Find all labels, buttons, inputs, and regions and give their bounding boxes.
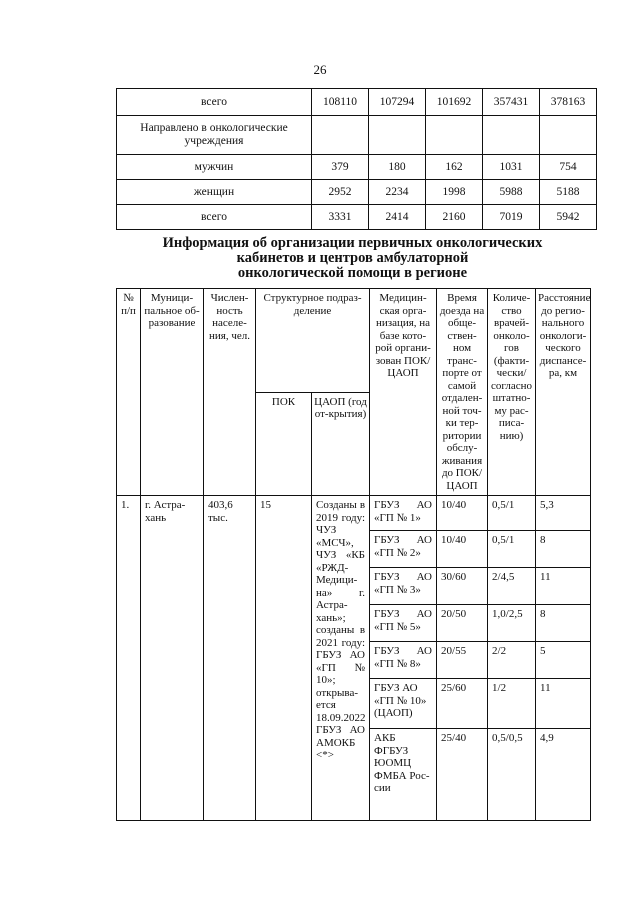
row-pok: 15 [256, 496, 312, 821]
doctors-cell: 1/2 [488, 679, 535, 729]
header-doctors: Количе-ство врачей-онколо-гов (факти-чески/ согласно штатно-му рас-писа-нию) [488, 289, 536, 496]
table-row [117, 155, 597, 180]
org-cell: ГБУЗ АО «ГП № 10» (ЦАОП) [370, 679, 436, 729]
distance-cell: 8 [536, 605, 590, 642]
header-structural: Структурное подраз-деление [256, 289, 370, 393]
table-row [117, 89, 597, 116]
cell-value: 5942 [540, 205, 597, 230]
travel-cell: 25/40 [441, 732, 467, 744]
cell-value: 5188 [540, 180, 597, 205]
travel-cell: 20/55 [437, 642, 487, 679]
cell-value: 378163 [540, 89, 597, 116]
doctors-cell: 2/2 [488, 642, 535, 679]
cell-value: 7019 [483, 205, 540, 230]
cell-value: 2160 [426, 205, 483, 230]
row-label: всего [117, 205, 312, 230]
doctors-cell: 1,0/2,5 [488, 605, 535, 642]
cell-value: 1031 [483, 155, 540, 180]
doctors-cell: 0,5/1 [488, 531, 535, 568]
header-row [117, 289, 591, 393]
distance-column [536, 496, 591, 821]
table-row [117, 496, 591, 821]
cell-value: 107294 [369, 89, 426, 116]
cell-value: 108110 [312, 89, 369, 116]
header-travel-time: Время доезда на обще-ствен-ном транс-порте от самой отдален-ной точ-ки тер-ритории обслу-живания до ПОК/ ЦАОП [437, 289, 488, 496]
row-caop: Созданы в 2019 году: ЧУЗ «МСЧ», ЧУЗ «КБ «РЖД-Медици-на» г. Астра-хань»; созданы в 2021 году: ГБУЗ АО «ГП № 10»; открыва-ется 18.09.2022 ГБУЗ АО АМОКБ <*> [312, 496, 370, 821]
travel-cell: 10/40 [437, 496, 487, 531]
header-distance: Расстояние до регио-нального онкологи-ческого диспансе-ра, км [536, 289, 591, 496]
heading-line: Информация об организации первичных онкологических [162, 235, 543, 251]
cell-value: 2234 [369, 180, 426, 205]
page-number: 26 [313, 62, 327, 77]
header-pok: ПОК [256, 392, 312, 496]
row-population: 403,6 тыс. [204, 496, 256, 821]
cell-value [483, 116, 540, 155]
row-label: женщин [117, 180, 312, 205]
header-caop: ЦАОП (год от-крытия) [312, 392, 370, 496]
cell-value: 180 [369, 155, 426, 180]
table-row [117, 116, 597, 155]
header-medorg: Медицин-ская орга-низация, на базе кото-рой органи-зован ПОК/ ЦАОП [370, 289, 437, 496]
cell-value [312, 116, 369, 155]
section-heading [100, 236, 605, 281]
oncology-centers-table [116, 288, 591, 821]
row-num: 1. [117, 496, 141, 821]
travel-cell: 30/60 [437, 568, 487, 605]
org-cell: ГБУЗ АО «ГП № 3» [370, 568, 436, 605]
heading-line: онкологической помощи в регионе [237, 265, 468, 281]
cell-value: 754 [540, 155, 597, 180]
row-label: Направлено в онкологические учреждения [117, 116, 312, 155]
org-cell: АКБ ФГБУЗ ЮОМЦ ФМБА Рос-сии [374, 732, 430, 794]
org-cell: ГБУЗ АО «ГП № 1» [370, 496, 436, 531]
cell-value [426, 116, 483, 155]
cell-value: 357431 [483, 89, 540, 116]
distance-cell: 11 [536, 568, 590, 605]
travel-cell: 20/50 [437, 605, 487, 642]
table-row [117, 180, 597, 205]
doctors-cell: 2/4,5 [488, 568, 535, 605]
cell-value: 5988 [483, 180, 540, 205]
doctors-cell: 0,5/1 [488, 496, 535, 531]
cell-value: 162 [426, 155, 483, 180]
distance-cell: 5 [536, 642, 590, 679]
org-cell: ГБУЗ АО «ГП № 5» [370, 605, 436, 642]
cell-value: 2414 [369, 205, 426, 230]
distance-cell: 8 [536, 531, 590, 568]
org-cell: ГБУЗ АО «ГП № 2» [370, 531, 436, 568]
header-municipality: Муници-пальное об-разование [141, 289, 204, 496]
cell-value: 379 [312, 155, 369, 180]
cell-value: 101692 [426, 89, 483, 116]
doctors-column [488, 496, 536, 821]
cell-value: 3331 [312, 205, 369, 230]
heading-line: кабинетов и центров амбулаторной [236, 250, 469, 266]
org-cell: ГБУЗ АО «ГП № 8» [370, 642, 436, 679]
doctors-cell: 0,5/0,5 [492, 732, 523, 744]
row-label: мужчин [117, 155, 312, 180]
statistics-table [116, 88, 597, 230]
cell-value [369, 116, 426, 155]
distance-cell: 4,9 [540, 732, 554, 744]
distance-cell: 11 [536, 679, 590, 729]
travel-column [437, 496, 488, 821]
row-municipality: г. Астра-хань [141, 496, 204, 821]
row-label: всего [117, 89, 312, 116]
travel-cell: 10/40 [437, 531, 487, 568]
travel-cell: 25/60 [437, 679, 487, 729]
cell-value: 1998 [426, 180, 483, 205]
org-column [370, 496, 437, 821]
table-row [117, 205, 597, 230]
header-population: Числен-ность населе-ния, чел. [204, 289, 256, 496]
cell-value: 2952 [312, 180, 369, 205]
distance-cell: 5,3 [536, 496, 590, 531]
cell-value [540, 116, 597, 155]
header-num: № п/п [117, 289, 141, 496]
